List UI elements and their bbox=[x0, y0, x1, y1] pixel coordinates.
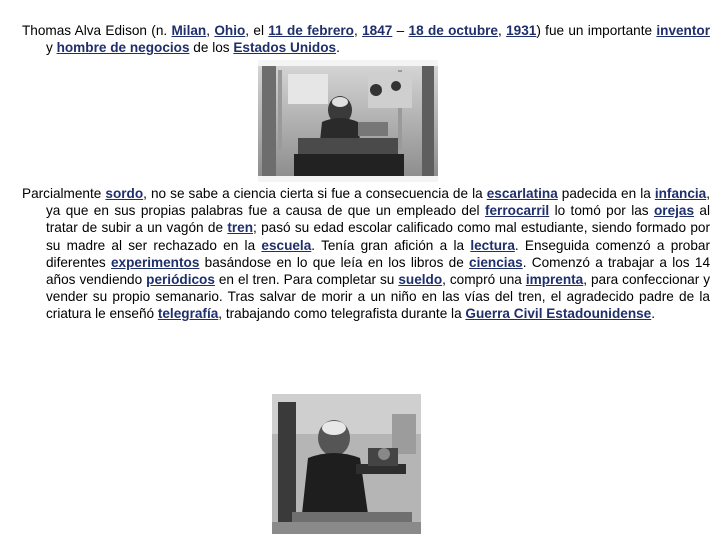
link-guerra-civil[interactable]: Guerra Civil Estadounidense bbox=[465, 306, 652, 322]
link-1847[interactable]: 1847 bbox=[362, 23, 393, 38]
text-span: en el tren. Para completar su bbox=[214, 272, 399, 288]
text-span: al tratar de subir a un vagón de bbox=[46, 203, 710, 236]
link-lectura[interactable]: lectura bbox=[470, 237, 515, 253]
link-periodicos[interactable]: periódicos bbox=[146, 272, 215, 288]
link-orejas[interactable]: orejas bbox=[653, 203, 695, 219]
link-escuela[interactable]: escuela bbox=[261, 237, 312, 253]
text-span: , ya que en sus propias palabras fue a causa de que un empleado del bbox=[46, 186, 710, 219]
text-span: , bbox=[497, 23, 507, 38]
link-estados-unidos[interactable]: Estados Unidos bbox=[233, 40, 337, 56]
edison-laboratory-photo-graphic bbox=[258, 60, 438, 182]
link-experimentos[interactable]: experimentos bbox=[110, 254, 200, 270]
link-telegrafia[interactable]: telegrafía bbox=[157, 306, 219, 322]
text-span: . bbox=[336, 40, 340, 56]
link-1931[interactable]: 1931 bbox=[506, 23, 537, 38]
text-span: , bbox=[206, 23, 215, 38]
text-span: , no se sabe a ciencia cierta si fue a consecuencia de la bbox=[143, 186, 487, 201]
edison-portrait-photo-graphic bbox=[272, 394, 421, 534]
text-span: lo tomó por las bbox=[549, 203, 654, 219]
text-span: – bbox=[392, 23, 409, 38]
text-span: de los bbox=[189, 40, 234, 56]
text-span: , el bbox=[245, 23, 269, 38]
biography-paragraph bbox=[22, 185, 710, 323]
text-span: , para confeccionar y vender su propio semanario. Tras salvar de morir a un niño en las vías del tren, el agradecido padre de la criatura le enseñó bbox=[46, 272, 710, 322]
link-11-febrero[interactable]: 11 de febrero bbox=[268, 23, 354, 38]
link-sordo[interactable]: sordo bbox=[105, 186, 144, 201]
text-span: . Comenzó a trabajar a los 14 años vendiendo bbox=[46, 254, 711, 288]
link-inventor[interactable]: inventor bbox=[656, 23, 710, 38]
text-span: Parcialmente bbox=[22, 186, 106, 201]
text-span: Thomas Alva Edison (n. bbox=[22, 23, 172, 38]
link-tren[interactable]: tren bbox=[227, 220, 254, 236]
text-span: ; pasó su edad escolar calificado como mal estudiante, siendo formado por su madre al ser rechazado en la bbox=[46, 220, 710, 253]
text-span: . bbox=[651, 306, 656, 322]
text-span: . Tenía gran afición a la bbox=[311, 237, 471, 253]
text-span: . Enseguida comenzó a probar diferentes bbox=[46, 237, 710, 270]
link-18-octubre[interactable]: 18 de octubre bbox=[408, 23, 498, 38]
link-milan[interactable]: Milan bbox=[171, 23, 207, 38]
link-ohio[interactable]: Ohio bbox=[214, 23, 246, 38]
link-ferrocarril[interactable]: ferrocarril bbox=[484, 203, 550, 219]
text-span: y bbox=[46, 40, 57, 56]
edison-portrait-photo bbox=[272, 394, 421, 534]
text-span: basándose en lo que leía en los libros de bbox=[199, 254, 470, 270]
text-span: , bbox=[353, 23, 363, 38]
link-imprenta[interactable]: imprenta bbox=[525, 272, 584, 288]
link-infancia[interactable]: infancia bbox=[654, 186, 707, 201]
link-sueldo[interactable]: sueldo bbox=[398, 272, 443, 288]
text-span: padecida en la bbox=[557, 186, 655, 201]
link-ciencias[interactable]: ciencias bbox=[469, 254, 523, 270]
edison-laboratory-photo bbox=[258, 60, 438, 182]
text-span: , compró una bbox=[442, 272, 526, 288]
link-hombre-de-negocios[interactable]: hombre de negocios bbox=[56, 40, 190, 56]
text-span: ) fue un importante bbox=[536, 23, 657, 38]
text-span: , trabajando como telegrafista durante la bbox=[218, 306, 466, 322]
link-escarlatina[interactable]: escarlatina bbox=[486, 186, 558, 201]
intro-paragraph bbox=[22, 22, 710, 56]
